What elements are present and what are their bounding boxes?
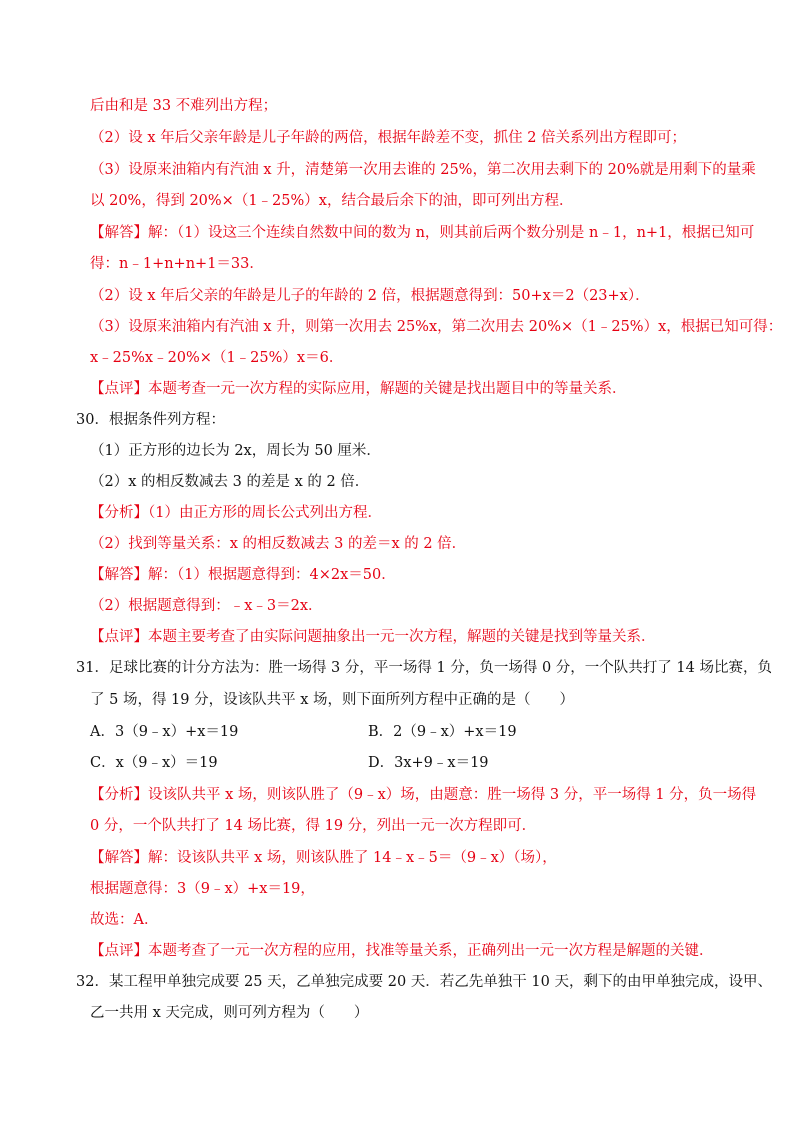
q31-option-b: B．2（9﹣x）+x＝19: [368, 724, 517, 740]
q29-solution-line-1: 【解答】解：（1）设这三个连续自然数中间的数为 n，则其前后两个数分别是 n﹣1，n+1，根据已知可: [90, 225, 755, 241]
q29-solution-line-3: （2）设 x 年后父亲的年龄是儿子的年龄的 2 倍，根据题意得到：50+x＝2（23+x）．: [90, 288, 650, 304]
q30-comment: 【点评】本题主要考查了由实际问题抽象出一元一次方程，解题的关键是找到等量关系．: [90, 629, 656, 645]
q30-title: 30．根据条件列方程：: [76, 412, 225, 428]
q32-stem-line-1: 32．某工程甲单独完成要 25 天，乙单独完成要 20 天．若乙先单独干 10 天，剩下的由甲单独完成，设甲、: [76, 974, 772, 990]
q31-option-d: D．3x+9﹣x＝19: [368, 755, 489, 771]
q30-item-2: （2）x 的相反数减去 3 的差是 x 的 2 倍．: [90, 474, 370, 490]
q30-item-1: （1）正方形的边长为 2x，周长为 50 厘米．: [90, 443, 381, 459]
q31-option-a: A．3（9﹣x）+x＝19: [90, 724, 239, 740]
q30-analysis-1: 【分析】（1）由正方形的周长公式列出方程．: [90, 505, 382, 521]
q29-analysis-line-2: （2）设 x 年后父亲年龄是儿子年龄的两倍，根据年龄差不变，抓住 2 倍关系列出方程即可；: [90, 130, 687, 146]
q31-answer: 故选：A．: [90, 912, 159, 928]
q29-solution-line-2: 得：n﹣1+n+n+1＝33．: [90, 256, 264, 272]
q31-stem-line-1: 31．足球比赛的计分方法为：胜一场得 3 分，平一场得 1 分，负一场得 0 分，一个队共打了 14 场比赛，负: [76, 660, 772, 676]
q29-analysis-line-1: 后由和是 33 不难列出方程；: [90, 98, 278, 114]
q29-solution-line-4: （3）设原来油箱内有汽油 x 升，则第一次用去 25%x，第二次用去 20%×（1﹣25%）x，根据已知可得：: [90, 319, 783, 335]
q31-solution-1: 【解答】解：设该队共平 x 场，则该队胜了 14﹣x﹣5＝（9﹣x）（场），: [90, 850, 557, 866]
q30-solution-1: 【解答】解：（1）根据题意得到：4×2x＝50．: [90, 567, 396, 583]
q29-solution-line-5: x﹣25%x﹣20%×（1﹣25%）x＝6．: [90, 350, 344, 366]
q30-solution-2: （2）根据题意得到：﹣x﹣3＝2x．: [90, 598, 323, 614]
q29-comment: 【点评】本题考查一元一次方程的实际应用，解题的关键是找出题目中的等量关系．: [90, 381, 627, 397]
q31-analysis-2: 0 分，一个队共打了 14 场比赛，得 19 分，列出一元一次方程即可．: [90, 818, 537, 834]
q31-option-c: C．x（9﹣x）＝19: [90, 755, 218, 771]
q29-analysis-line-3: （3）设原来油箱内有汽油 x 升，清楚第一次用去谁的 25%，第二次用去剩下的 20%就是用剩下的量乘: [90, 162, 756, 178]
q30-analysis-2: （2）找到等量关系：x 的相反数减去 3 的差＝x 的 2 倍．: [90, 536, 467, 552]
q31-analysis-1: 【分析】设该队共平 x 场，则该队胜了（9﹣x）场，由题意：胜一场得 3 分，平一场得 1 分，负一场得: [90, 787, 757, 803]
q31-stem-line-2: 了 5 场，得 19 分，设该队共平 x 场，则下面所列方程中正确的是（ ）: [90, 692, 575, 708]
q31-comment: 【点评】本题考查了一元一次方程的应用，找准等量关系，正确列出一元一次方程是解题的关键．: [90, 943, 714, 959]
q32-stem-line-2: 乙一共用 x 天完成，则可列方程为（ ）: [90, 1005, 369, 1021]
q31-solution-2: 根据题意得：3（9﹣x）+x＝19，: [90, 881, 315, 897]
q29-analysis-line-4: 以 20%，得到 20%×（1﹣25%）x，结合最后余下的油，即可列出方程．: [90, 193, 574, 209]
